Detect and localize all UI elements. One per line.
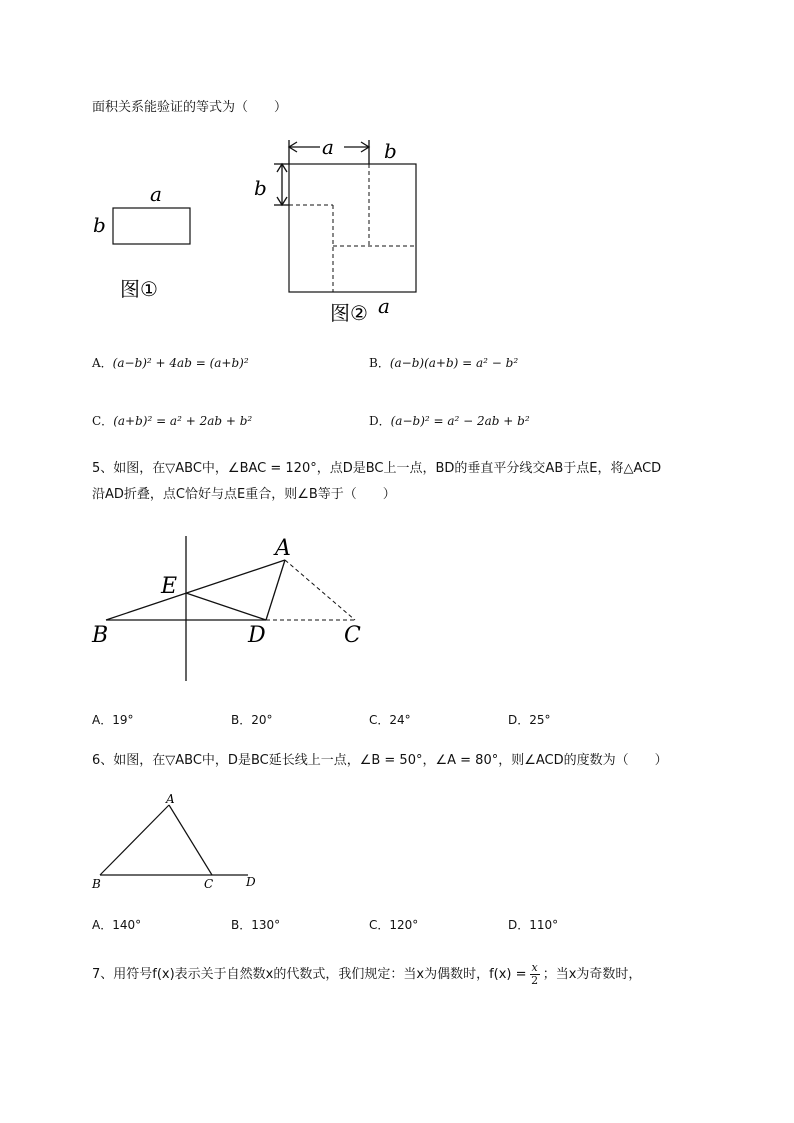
q4-option-b[interactable]: [369, 354, 518, 371]
q6-option-d[interactable]: [508, 916, 558, 933]
q6-option-c[interactable]: [369, 916, 418, 933]
q5-stem-line2: 沿AD折叠，点C恰好与点E重合，则∠B等于（ ）: [92, 487, 396, 502]
q5-option-d[interactable]: [508, 711, 551, 728]
q6-option-b-text: 130°: [251, 918, 281, 932]
q4-option-d-label: D．: [369, 414, 391, 428]
q7-stem: [92, 962, 641, 987]
fig2-caption: 图②: [330, 301, 368, 325]
q4-figure-1: [88, 178, 208, 301]
fig1-rectangle: [113, 208, 190, 244]
q4-option-a-label: A．: [92, 356, 113, 370]
q6-option-d-text: 110°: [529, 918, 559, 932]
q6-option-d-label: D．: [508, 918, 530, 932]
q5-label-C: C: [344, 623, 361, 648]
q7-fraction-numerator: x: [531, 961, 538, 974]
q5-option-a-label: A．: [92, 713, 113, 727]
q6-option-c-text: 120°: [389, 918, 419, 932]
q5-option-a[interactable]: [92, 711, 134, 728]
q5-option-a-text: 19°: [112, 713, 134, 727]
q4-option-a-text: (a−b)² + 4ab = (a+b)²: [112, 356, 249, 370]
q4-option-b-label: B．: [369, 356, 390, 370]
q5-label-B: B: [92, 623, 109, 648]
q6-option-a-label: A．: [92, 918, 113, 932]
fig1-caption: 图①: [120, 277, 158, 301]
q5-option-d-label: D．: [508, 713, 530, 727]
fig2-arrow-b: [274, 164, 289, 205]
q6-option-a[interactable]: [92, 916, 141, 933]
q4-option-a[interactable]: [92, 354, 249, 371]
q4-stem: 面积关系能验证的等式为（ ）: [92, 100, 288, 115]
q6-option-b-label: B．: [231, 918, 252, 932]
q5-option-d-text: 25°: [529, 713, 551, 727]
q5-segment-AC-dashed: [285, 560, 355, 620]
fig2-label-a-bottom: a: [378, 294, 390, 318]
q4-option-d-text: (a−b)² = a² − 2ab + b²: [390, 414, 530, 428]
q6-option-c-label: C．: [369, 918, 390, 932]
q6-option-a-text: 140°: [112, 918, 142, 932]
q6-figure: [88, 790, 268, 900]
q6-segment-BA: [100, 805, 169, 875]
q6-stem: 6、如图，在▽ABC中，D是BC延长线上一点，∠B = 50°，∠A = 80°，则∠ACD的度数为（ ）: [92, 753, 668, 768]
q5-stem-line1: 5、如图，在▽ABC中，∠BAC = 120°，点D是BC上一点，BD的垂直平分线交AB于点E，将△ACD: [92, 461, 662, 476]
q5-option-b-label: B．: [231, 713, 252, 727]
q4-option-d[interactable]: [369, 412, 530, 429]
fig2-dashed-lines: [289, 164, 416, 292]
q5-label-D: D: [248, 623, 266, 648]
q4-option-c-text: (a+b)² = a² + 2ab + b²: [113, 414, 253, 428]
fig2-square: [289, 164, 416, 292]
q5-label-E: E: [161, 574, 178, 599]
q5-option-c-text: 24°: [389, 713, 411, 727]
q6-label-A: A: [166, 792, 175, 806]
q4-figure-2: [248, 135, 448, 335]
q6-label-B: B: [92, 877, 101, 891]
q5-option-c-label: C．: [369, 713, 390, 727]
q5-segment-AD: [266, 560, 285, 620]
q4-option-b-text: (a−b)(a+b) = a² − b²: [389, 356, 519, 370]
q5-segment-ED: [186, 593, 266, 620]
q6-segment-AC: [169, 805, 212, 875]
fig1-label-a: a: [150, 182, 162, 206]
fig2-label-b-top: b: [384, 139, 397, 163]
fig2-label-b-left: b: [254, 176, 267, 200]
q5-option-b[interactable]: [231, 711, 273, 728]
q4-option-c-label: C．: [92, 414, 114, 428]
q5-figure: [88, 530, 388, 690]
q6-option-b[interactable]: [231, 916, 280, 933]
q5-option-b-text: 20°: [251, 713, 273, 727]
q4-option-c[interactable]: [92, 412, 252, 429]
q7-fraction: [530, 962, 540, 987]
q7-stem-part1: 7、用符号f(x)表示关于自然数x的代数式，我们规定：当x为偶数时，f(x) =: [92, 966, 527, 982]
q7-fraction-denominator: 2: [531, 974, 539, 987]
q5-label-A: A: [275, 536, 291, 561]
q7-stem-part2: ；当x为奇数时，: [542, 966, 642, 982]
fig2-label-a-top: a: [322, 135, 334, 159]
q6-label-D: D: [246, 875, 256, 889]
q5-segment-BA: [106, 560, 285, 620]
fig1-label-b: b: [93, 213, 106, 237]
q5-option-c[interactable]: [369, 711, 411, 728]
q6-label-C: C: [204, 877, 214, 891]
